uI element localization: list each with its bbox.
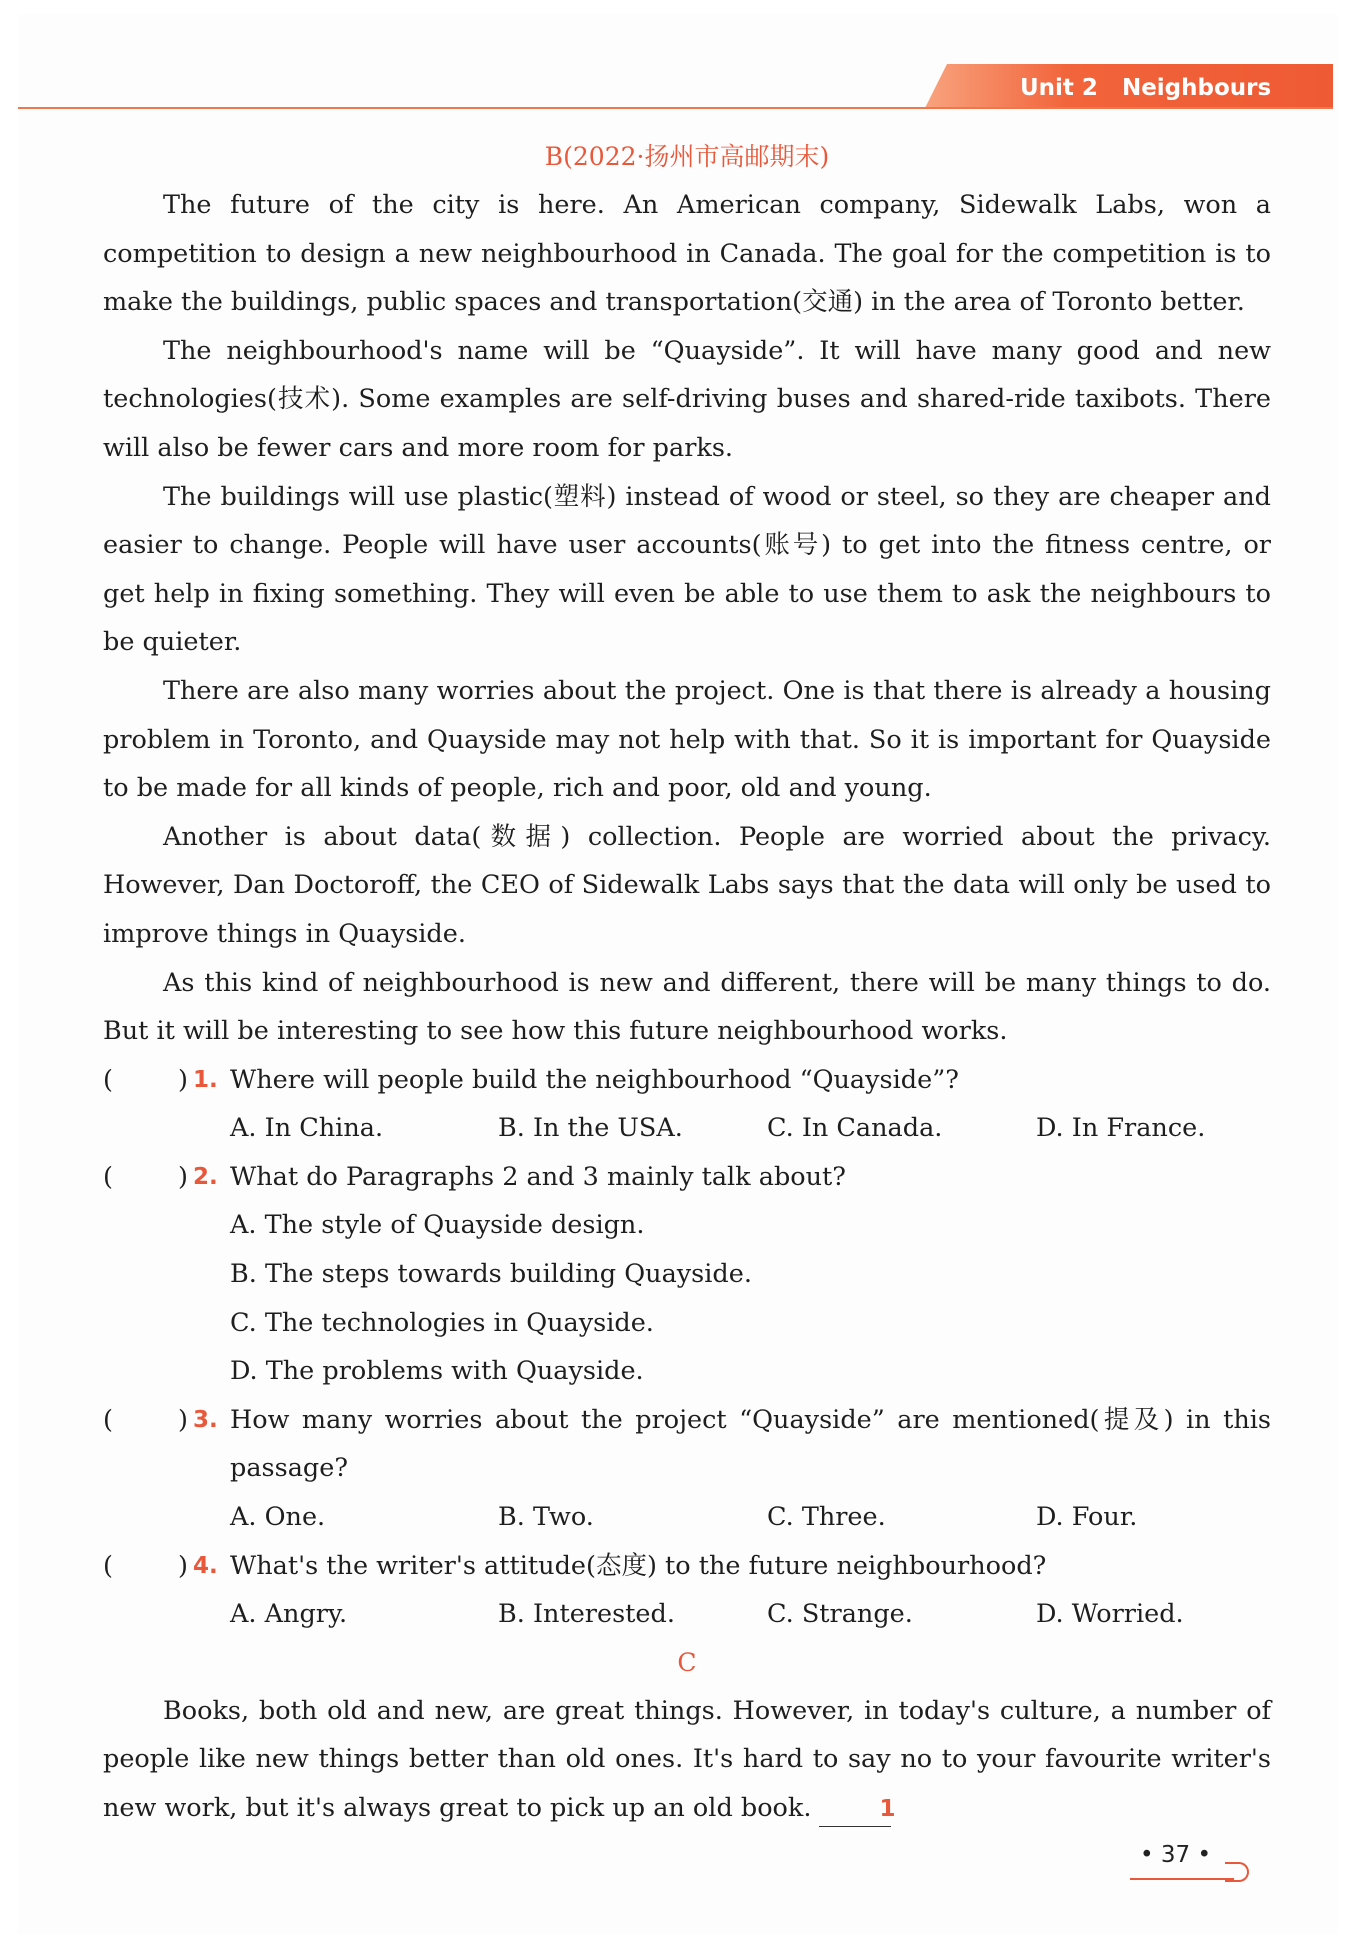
- unit-title: Neighbours: [1121, 75, 1272, 101]
- question-number: 1.: [193, 1066, 218, 1093]
- answer-paren-close: ): [178, 1064, 188, 1095]
- option-b[interactable]: B. Interested.: [498, 1599, 675, 1630]
- section-c-title: C: [677, 1647, 697, 1677]
- unit-header: [1020, 70, 1271, 106]
- passage-paragraph: There are also many worries about the project. One is that there is already a housing problem in Toronto, and Quayside may not help with that. So it is important for Quayside to be made for all kinds of people, rich and poor, old and young.: [103, 675, 1271, 804]
- page-content: [103, 133, 1271, 1833]
- question-1: [103, 1056, 1271, 1105]
- answer-paren-open[interactable]: (: [103, 1064, 113, 1095]
- passage-paragraph: The future of the city is here. An American company, Sidewalk Labs, won a competition to design a new neighbourhood in Canada. The goal for the competition is to make the buildings, public spaces and transportation(交通) in the area of Toronto better.: [103, 190, 1271, 318]
- answer-paren-open[interactable]: (: [103, 1161, 113, 1192]
- passage-paragraph: Another is about data(数据) collection. People are worried about the privacy. However, Dan Doctoroff, the CEO of Sidewalk Labs says that the data will only be used to improve things in Quayside.: [103, 821, 1271, 949]
- question-4: [103, 1542, 1271, 1591]
- option-b[interactable]: B. The steps towards building Quayside.: [230, 1259, 752, 1290]
- question-number: 2.: [193, 1163, 218, 1190]
- option-b[interactable]: B. Two.: [498, 1502, 594, 1533]
- option-d[interactable]: D. In France.: [1036, 1113, 1206, 1144]
- fill-blank[interactable]: 1: [819, 1792, 891, 1827]
- question-text: Where will people build the neighbourhood “Quayside”?: [230, 1064, 959, 1095]
- answer-paren-close: ): [178, 1550, 188, 1581]
- passage-paragraph: [103, 1687, 1271, 1833]
- unit-label: Unit 2: [1020, 75, 1098, 101]
- option-a[interactable]: A. One.: [230, 1502, 326, 1533]
- passage-paragraph: The neighbourhood's name will be “Quayside”. It will have many good and new technologies(技术). Some examples are self-driving buses and shared-ride taxibots. There will also be fewer cars and more room for parks.: [103, 335, 1271, 463]
- question-2: [103, 1153, 1271, 1202]
- option-c[interactable]: C. Strange.: [767, 1599, 913, 1630]
- answer-paren-open[interactable]: (: [103, 1404, 113, 1435]
- option-c[interactable]: C. The technologies in Quayside.: [230, 1307, 654, 1338]
- question-3-options: [103, 1493, 1271, 1542]
- question-number: 4.: [193, 1552, 218, 1579]
- option-c[interactable]: C. Three.: [767, 1502, 886, 1533]
- option-b[interactable]: B. In the USA.: [498, 1113, 683, 1144]
- question-number: 3.: [193, 1406, 218, 1433]
- question-3: [103, 1396, 1271, 1493]
- question-text: How many worries about the project “Quayside” are mentioned(提及) in this passage?: [230, 1404, 1271, 1484]
- option-d[interactable]: D. Four.: [1036, 1502, 1138, 1533]
- option-a[interactable]: A. In China.: [230, 1113, 384, 1144]
- page-number: • 37 •: [1140, 1842, 1212, 1868]
- section-c-text: Books, both old and new, are great things. However, in today's culture, a number of people like new things better than old ones. It's hard to say no to your favourite writer's new work, but it's always great to pick up an old book.: [103, 1695, 1271, 1823]
- option-d[interactable]: D. The problems with Quayside.: [230, 1356, 644, 1387]
- question-text: What's the writer's attitude(态度) to the future neighbourhood?: [230, 1550, 1047, 1581]
- header-divider: [18, 107, 1333, 109]
- answer-paren-open[interactable]: (: [103, 1550, 113, 1581]
- answer-paren-close: ): [178, 1404, 188, 1435]
- page-corner-arrow-icon: [1225, 1862, 1249, 1882]
- option-a[interactable]: A. The style of Quayside design.: [230, 1210, 645, 1241]
- question-1-options: [103, 1104, 1271, 1153]
- answer-paren-close: ): [178, 1161, 188, 1192]
- question-4-options: [103, 1590, 1271, 1639]
- page-number-underline: [1130, 1878, 1234, 1880]
- passage-paragraph: As this kind of neighbourhood is new and different, there will be many things to do. But it will be interesting to see how this future neighbourhood works.: [103, 967, 1271, 1047]
- option-c[interactable]: C. In Canada.: [767, 1113, 943, 1144]
- section-b-title: B(2022·扬州市高邮期末): [544, 142, 830, 171]
- option-a[interactable]: A. Angry.: [230, 1599, 348, 1630]
- option-d[interactable]: D. Worried.: [1036, 1599, 1184, 1630]
- question-text: What do Paragraphs 2 and 3 mainly talk about?: [230, 1161, 846, 1192]
- passage-paragraph: The buildings will use plastic(塑料) instead of wood or steel, so they are cheaper and easier to change. People will have user accounts(账号) to get into the fitness centre, or get help in fixing something. They will even be able to use them to ask the neighbours to be quieter.: [103, 481, 1271, 658]
